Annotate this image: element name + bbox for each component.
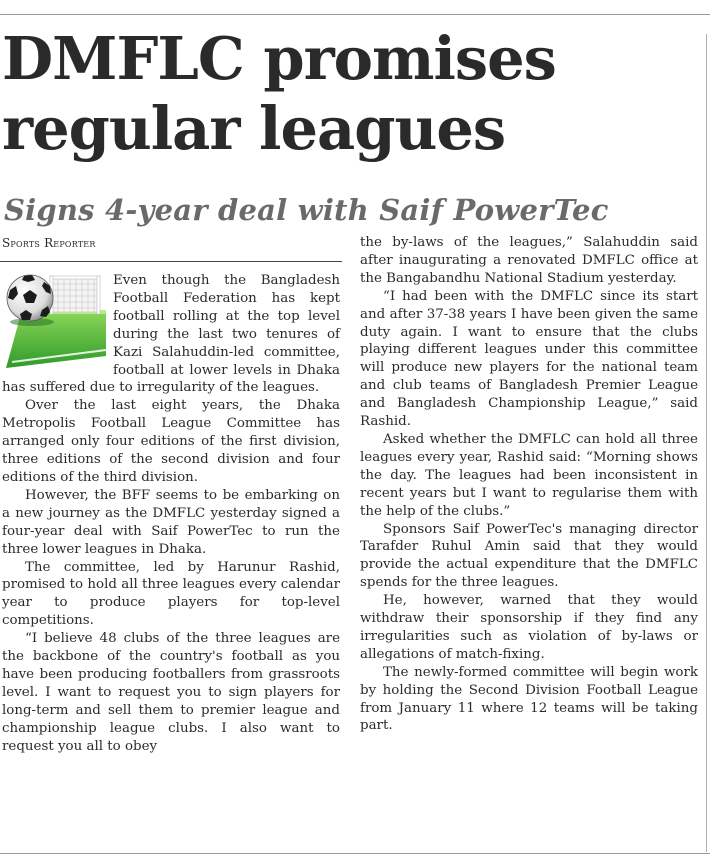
paragraph: “I had been with the DMFLC since its start and after 37-38 years I have been given the same duty again. I want to ensure that the clubs playing different leagues under this committee will produce new players for the national team and club teams of Bangladesh Premier League and Bangladesh Championship League,” said Rashid. (360, 288, 698, 430)
paragraph: Asked whether the DMFLC can hold all three leagues every year, Rashid said: “Morning shows the day. The leagues had been inconsistent in recent years but I want to regularise them with the help of the clubs.” (360, 431, 698, 519)
top-rule (0, 14, 710, 15)
right-rule (706, 34, 707, 852)
article-column-right (360, 234, 698, 735)
paragraph: the by-laws of the leagues,” Salahuddin said after inaugurating a renovated DMFLC office at the Bangabandhu National Stadium yesterday. (360, 235, 698, 286)
paragraph: Even though the Bangladesh Football Federation has kept football rolling at the top level during the last two tenures of Kazi Salahuddin-led committee, football at lower levels in Dhaka has suffered due to irregularity of the leagues. (2, 273, 340, 396)
paragraph: Over the last eight years, the Dhaka Metropolis Football League Committee has arranged only four editions of the first division, three editions of the second division and four editions of the third division. (2, 398, 340, 485)
paragraph: The committee, led by Harunur Rashid, promised to hold all three leagues every calendar year to produce players for top-level competitions. (2, 559, 340, 629)
bottom-rule (0, 853, 710, 854)
headline: DMFLC promises regular leagues (2, 24, 556, 163)
byline: Sports Reporter (2, 236, 96, 250)
paragraph: He, however, warned that they would withdraw their sponsorship if they find any irregularities such as violation of by-laws or allegations of match-fixing. (360, 593, 698, 662)
byline-rule (0, 261, 342, 262)
football-goal-icon (2, 272, 108, 372)
article-column-left (2, 272, 340, 755)
paragraph: “I believe 48 clubs of the three leagues are the backbone of the country's football as you have been producing footballers from grassroots level. I want to request you to sign players for long-term and sell them to premier league and championship league clubs. I also want to request you all to obey (2, 631, 340, 754)
subheadline: Signs 4-year deal with Saif PowerTec (4, 193, 609, 227)
paragraph: Sponsors Saif PowerTec's managing director Tarafder Ruhul Amin said that they would provide the actual expenditure that the DMFLC spends for the three leagues. (360, 521, 698, 591)
paragraph: However, the BFF seems to be embarking on a new journey as the DMFLC yesterday signed a four-year deal with Saif PowerTec to run the three lower leagues in Dhaka. (2, 487, 340, 557)
paragraph: The newly-formed committee will begin work by holding the Second Division Football League from January 11 where 12 teams will be taking part. (360, 664, 698, 734)
